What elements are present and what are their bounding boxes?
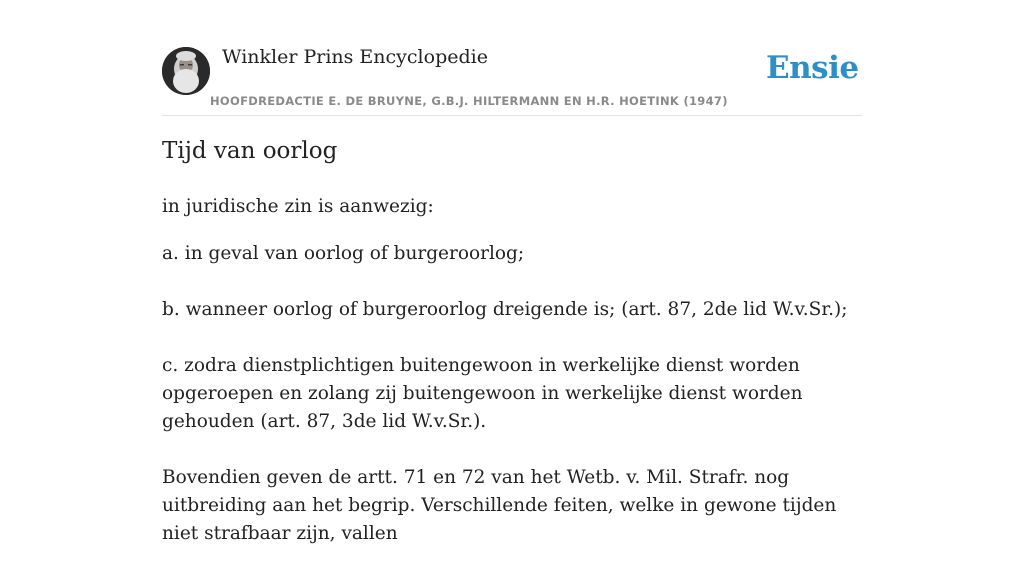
article-paragraph: Bovendien geven de artt. 71 en 72 van het Wetb. v. Mil. Strafr. nog uitbreiding aan het begrip. Verschillende feiten, welke in gewone tijden niet strafbaar zijn, vallen bbox=[162, 467, 837, 544]
article-paragraph: b. wanneer oorlog of burgeroorlog dreigende is; (art. 87, 2de lid W.v.Sr.); bbox=[162, 299, 848, 320]
source-title[interactable]: Winkler Prins Encyclopedie bbox=[222, 46, 488, 68]
article-intro: in juridische zin is aanwezig: bbox=[162, 196, 434, 217]
article-title: Tijd van oorlog bbox=[162, 138, 338, 164]
article-paragraph: a. in geval van oorlog of burgeroorlog; bbox=[162, 243, 525, 264]
article-paragraph: c. zodra dienstplichtigen buitengewoon in werkelijke dienst worden opgeroepen en zolang zij buitengewoon in werkelijke dienst worden gehouden (art. 87, 3de lid W.v.Sr.). bbox=[162, 355, 803, 432]
ensie-logo[interactable]: Ensie bbox=[766, 50, 859, 86]
portrait-image bbox=[162, 47, 210, 95]
author-avatar[interactable] bbox=[162, 47, 210, 95]
editors-credit: HOOFDREDACTIE E. DE BRUYNE, G.B.J. HILTERMANN EN H.R. HOETINK (1947) bbox=[210, 94, 728, 108]
header-divider bbox=[162, 115, 862, 116]
article-body bbox=[162, 193, 862, 576]
